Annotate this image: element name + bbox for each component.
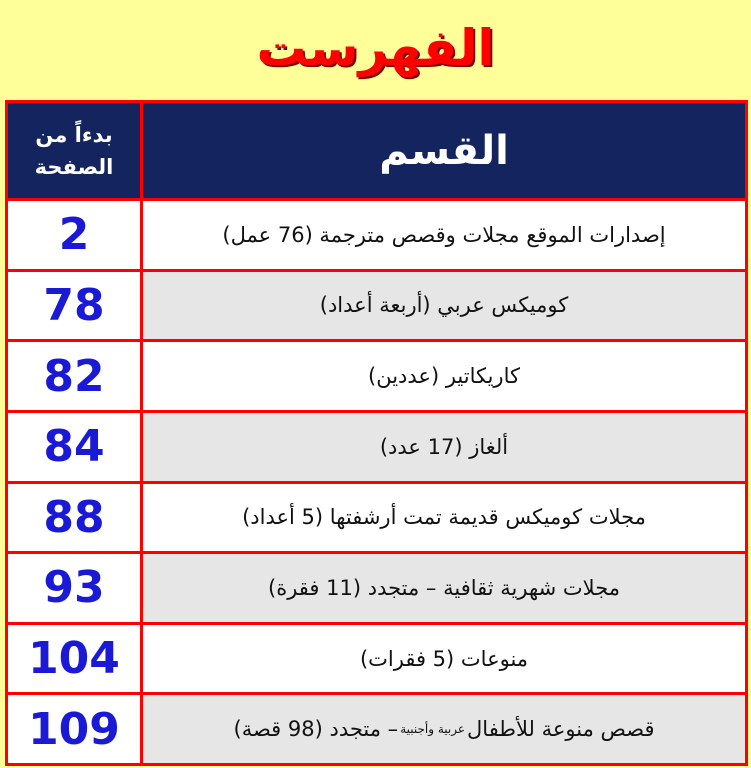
section-name: مجلات كوميكس قديمة تمت أرشفتها (5 أعداد): [242, 505, 646, 530]
table-row: [8, 413, 745, 484]
table-row: [8, 695, 745, 763]
page-number: 109: [8, 695, 143, 763]
table-row: [8, 554, 745, 625]
section-name: إصدارات الموقع مجلات وقصص مترجمة (76 عمل): [222, 222, 666, 247]
section-column-header: القسم: [379, 127, 509, 174]
section-name: كاريكاتير (عددين): [368, 364, 520, 389]
page-number: 78: [8, 272, 143, 340]
table-row: [8, 625, 745, 696]
page-number: 104: [8, 625, 143, 693]
section-name: منوعات (5 فقرات): [359, 646, 529, 671]
page-number: 82: [8, 342, 143, 410]
page-title: الفهرست: [256, 19, 495, 77]
page-column-header-line2: الصفحة: [34, 154, 114, 179]
page-number: 2: [8, 201, 143, 269]
table-header: [8, 103, 745, 201]
section-name-main: قصص منوعة للأطفال: [467, 717, 655, 742]
table-row: [8, 272, 745, 343]
table-row: [8, 342, 745, 413]
page-number: 93: [8, 554, 143, 622]
section-name: مجلات شهرية ثقافية – متجدد (11 فقرة): [268, 575, 621, 600]
section-name: ألغاز (17 عدد): [379, 434, 509, 459]
page-number: 88: [8, 484, 143, 552]
toc-table: [5, 100, 748, 766]
table-row: [8, 201, 745, 272]
page-column-header-line1: بدءاً من: [35, 122, 113, 147]
section-name: [143, 695, 745, 763]
section-name-note: عربية وأجنبية: [400, 722, 466, 737]
page-column-header: [8, 103, 143, 198]
section-name: كوميكس عربي (أربعة أعداد): [319, 293, 569, 318]
table-row: [8, 484, 745, 555]
page-number: 84: [8, 413, 143, 481]
section-name-tail: – متجدد (98 قصة): [233, 717, 399, 742]
